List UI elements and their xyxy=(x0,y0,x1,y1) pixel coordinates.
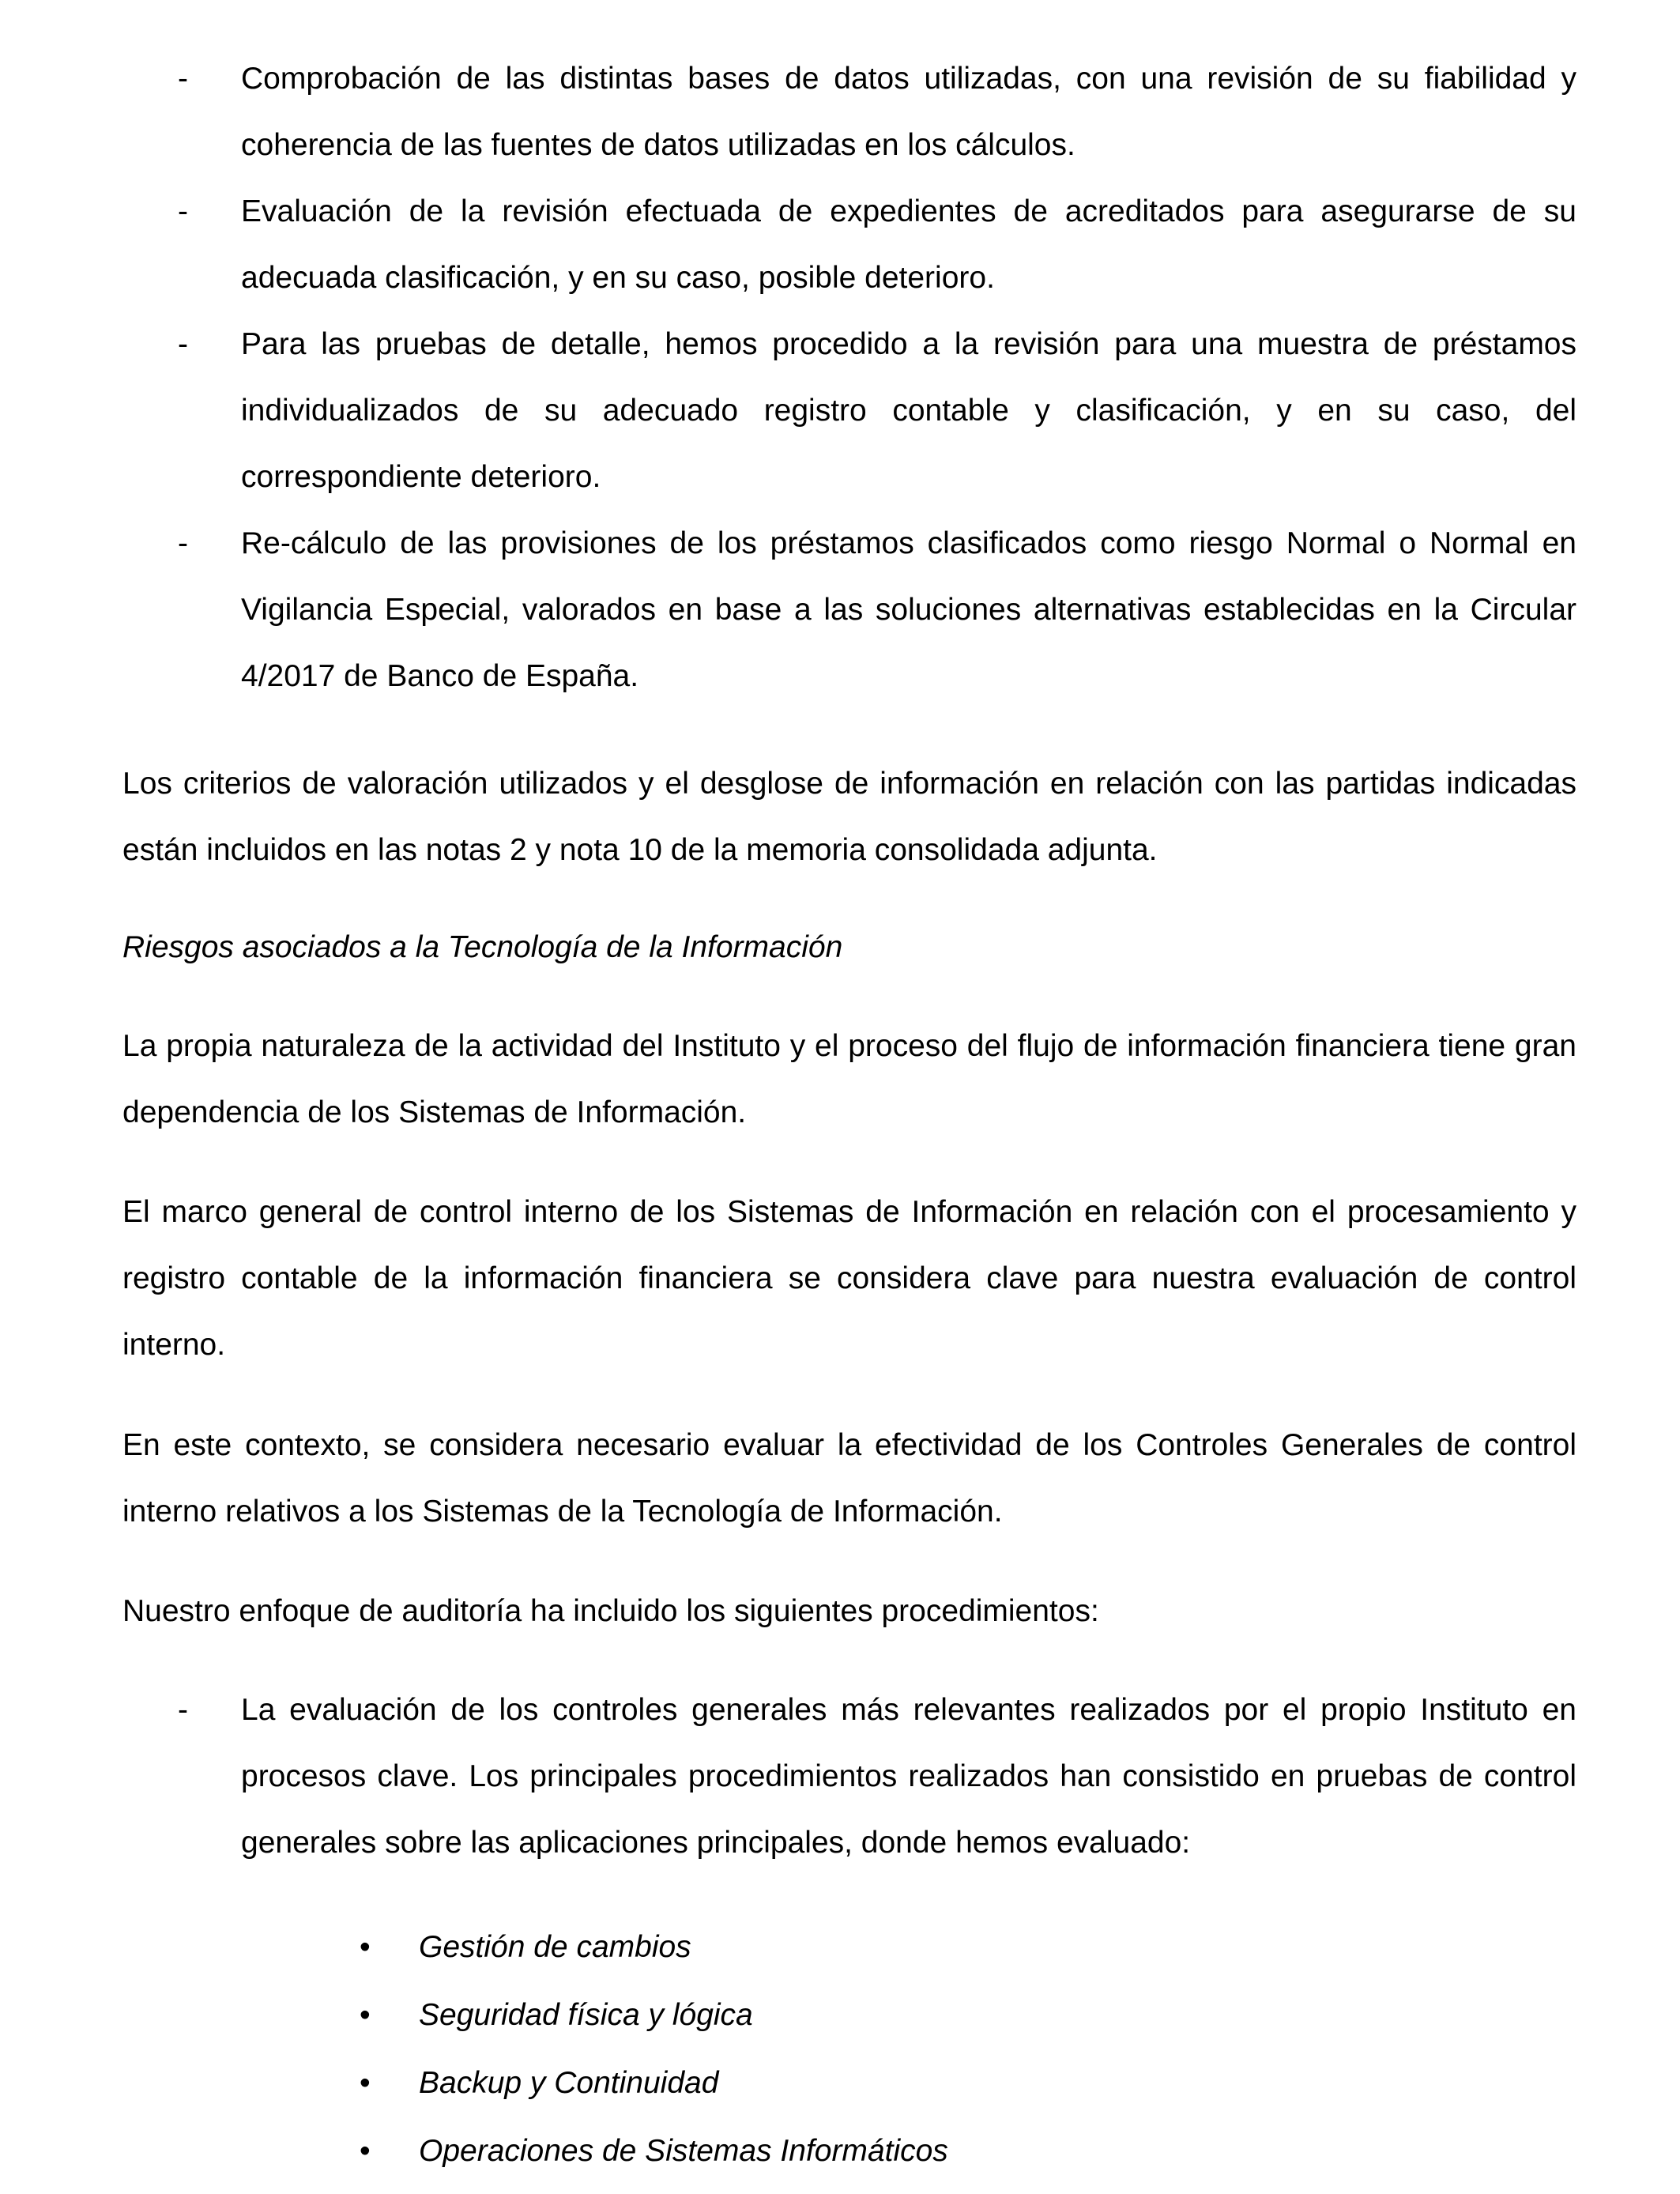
bullet-marker: • xyxy=(360,2066,371,2100)
bullet-item-text: Gestión de cambios xyxy=(419,1930,691,1964)
dash-marker: - xyxy=(178,526,188,560)
bullet-item xyxy=(122,2118,1576,2186)
bullet-item xyxy=(122,2050,1576,2118)
dash-marker: - xyxy=(178,194,188,228)
procedures-list xyxy=(122,46,1576,710)
dash-marker: - xyxy=(178,62,188,96)
dash-marker: - xyxy=(178,327,188,361)
list-item xyxy=(122,311,1576,511)
bullet-marker: • xyxy=(360,2134,371,2168)
list-item-text: Comprobación de las distintas bases de datos utilizadas, con una revisión de su fiabilidad y coherencia de las fuentes de datos utilizadas en los cálculos. xyxy=(241,62,1576,162)
controls-list xyxy=(122,1677,1576,1876)
list-item-text: Evaluación de la revisión efectuada de expedientes de acreditados para asegurarse de su adecuada clasificación, y en su caso, posible deterioro. xyxy=(241,194,1576,295)
paragraph-criterios: Los criterios de valoración utilizados y el desglose de información en relación con las partidas indicadas están incluidos en las notas 2 y nota 10 de la memoria consolidada adjunta. xyxy=(122,767,1576,867)
bullet-item xyxy=(122,1914,1576,1982)
list-item xyxy=(122,46,1576,179)
bullet-item-text: Backup y Continuidad xyxy=(419,2066,719,2100)
list-item xyxy=(122,511,1576,710)
paragraph-enfoque: Nuestro enfoque de auditoría ha incluido los siguientes procedimientos: xyxy=(122,1594,1099,1628)
bullet-marker: • xyxy=(360,1930,371,1964)
section-heading: Riesgos asociados a la Tecnología de la Información xyxy=(122,930,843,964)
list-item-text: Para las pruebas de detalle, hemos procedido a la revisión para una muestra de préstamos individualizados de su adecuado registro contable y clasificación, y en su caso, del correspondiente deterioro. xyxy=(241,327,1576,494)
paragraph-contexto: En este contexto, se considera necesario evaluar la efectividad de los Controles Generales de control interno relativos a los Sistemas de la Tecnología de Información. xyxy=(122,1428,1576,1529)
list-item xyxy=(122,1677,1576,1876)
list-item-text: La evaluación de los controles generales más relevantes realizados por el propio Instituto en procesos clave. Los principales procedimientos realizados han consistido en pruebas de control generales sobre las aplicaciones principales, donde hemos evaluado: xyxy=(241,1693,1576,1860)
evaluated-areas-list xyxy=(122,1914,1576,2186)
bullet-marker: • xyxy=(360,1998,371,2032)
bullet-item-text: Seguridad física y lógica xyxy=(419,1998,753,2032)
bullet-item xyxy=(122,1982,1576,2050)
paragraph-marco: El marco general de control interno de los Sistemas de Información en relación con el procesamiento y registro contable de la información financiera se considera clave para nuestra evaluación de control interno. xyxy=(122,1195,1576,1362)
bullet-item-text: Operaciones de Sistemas Informáticos xyxy=(419,2134,948,2168)
list-item-text: Re-cálculo de las provisiones de los préstamos clasificados como riesgo Normal o Normal en Vigilancia Especial, valorados en base a las soluciones alternativas establecidas en la Circular 4/2017 de Banco de España. xyxy=(241,526,1576,693)
dash-marker: - xyxy=(178,1693,188,1727)
list-item xyxy=(122,179,1576,311)
paragraph-naturaleza: La propia naturaleza de la actividad del Instituto y el proceso del flujo de información financiera tiene gran dependencia de los Sistemas de Información. xyxy=(122,1029,1576,1129)
